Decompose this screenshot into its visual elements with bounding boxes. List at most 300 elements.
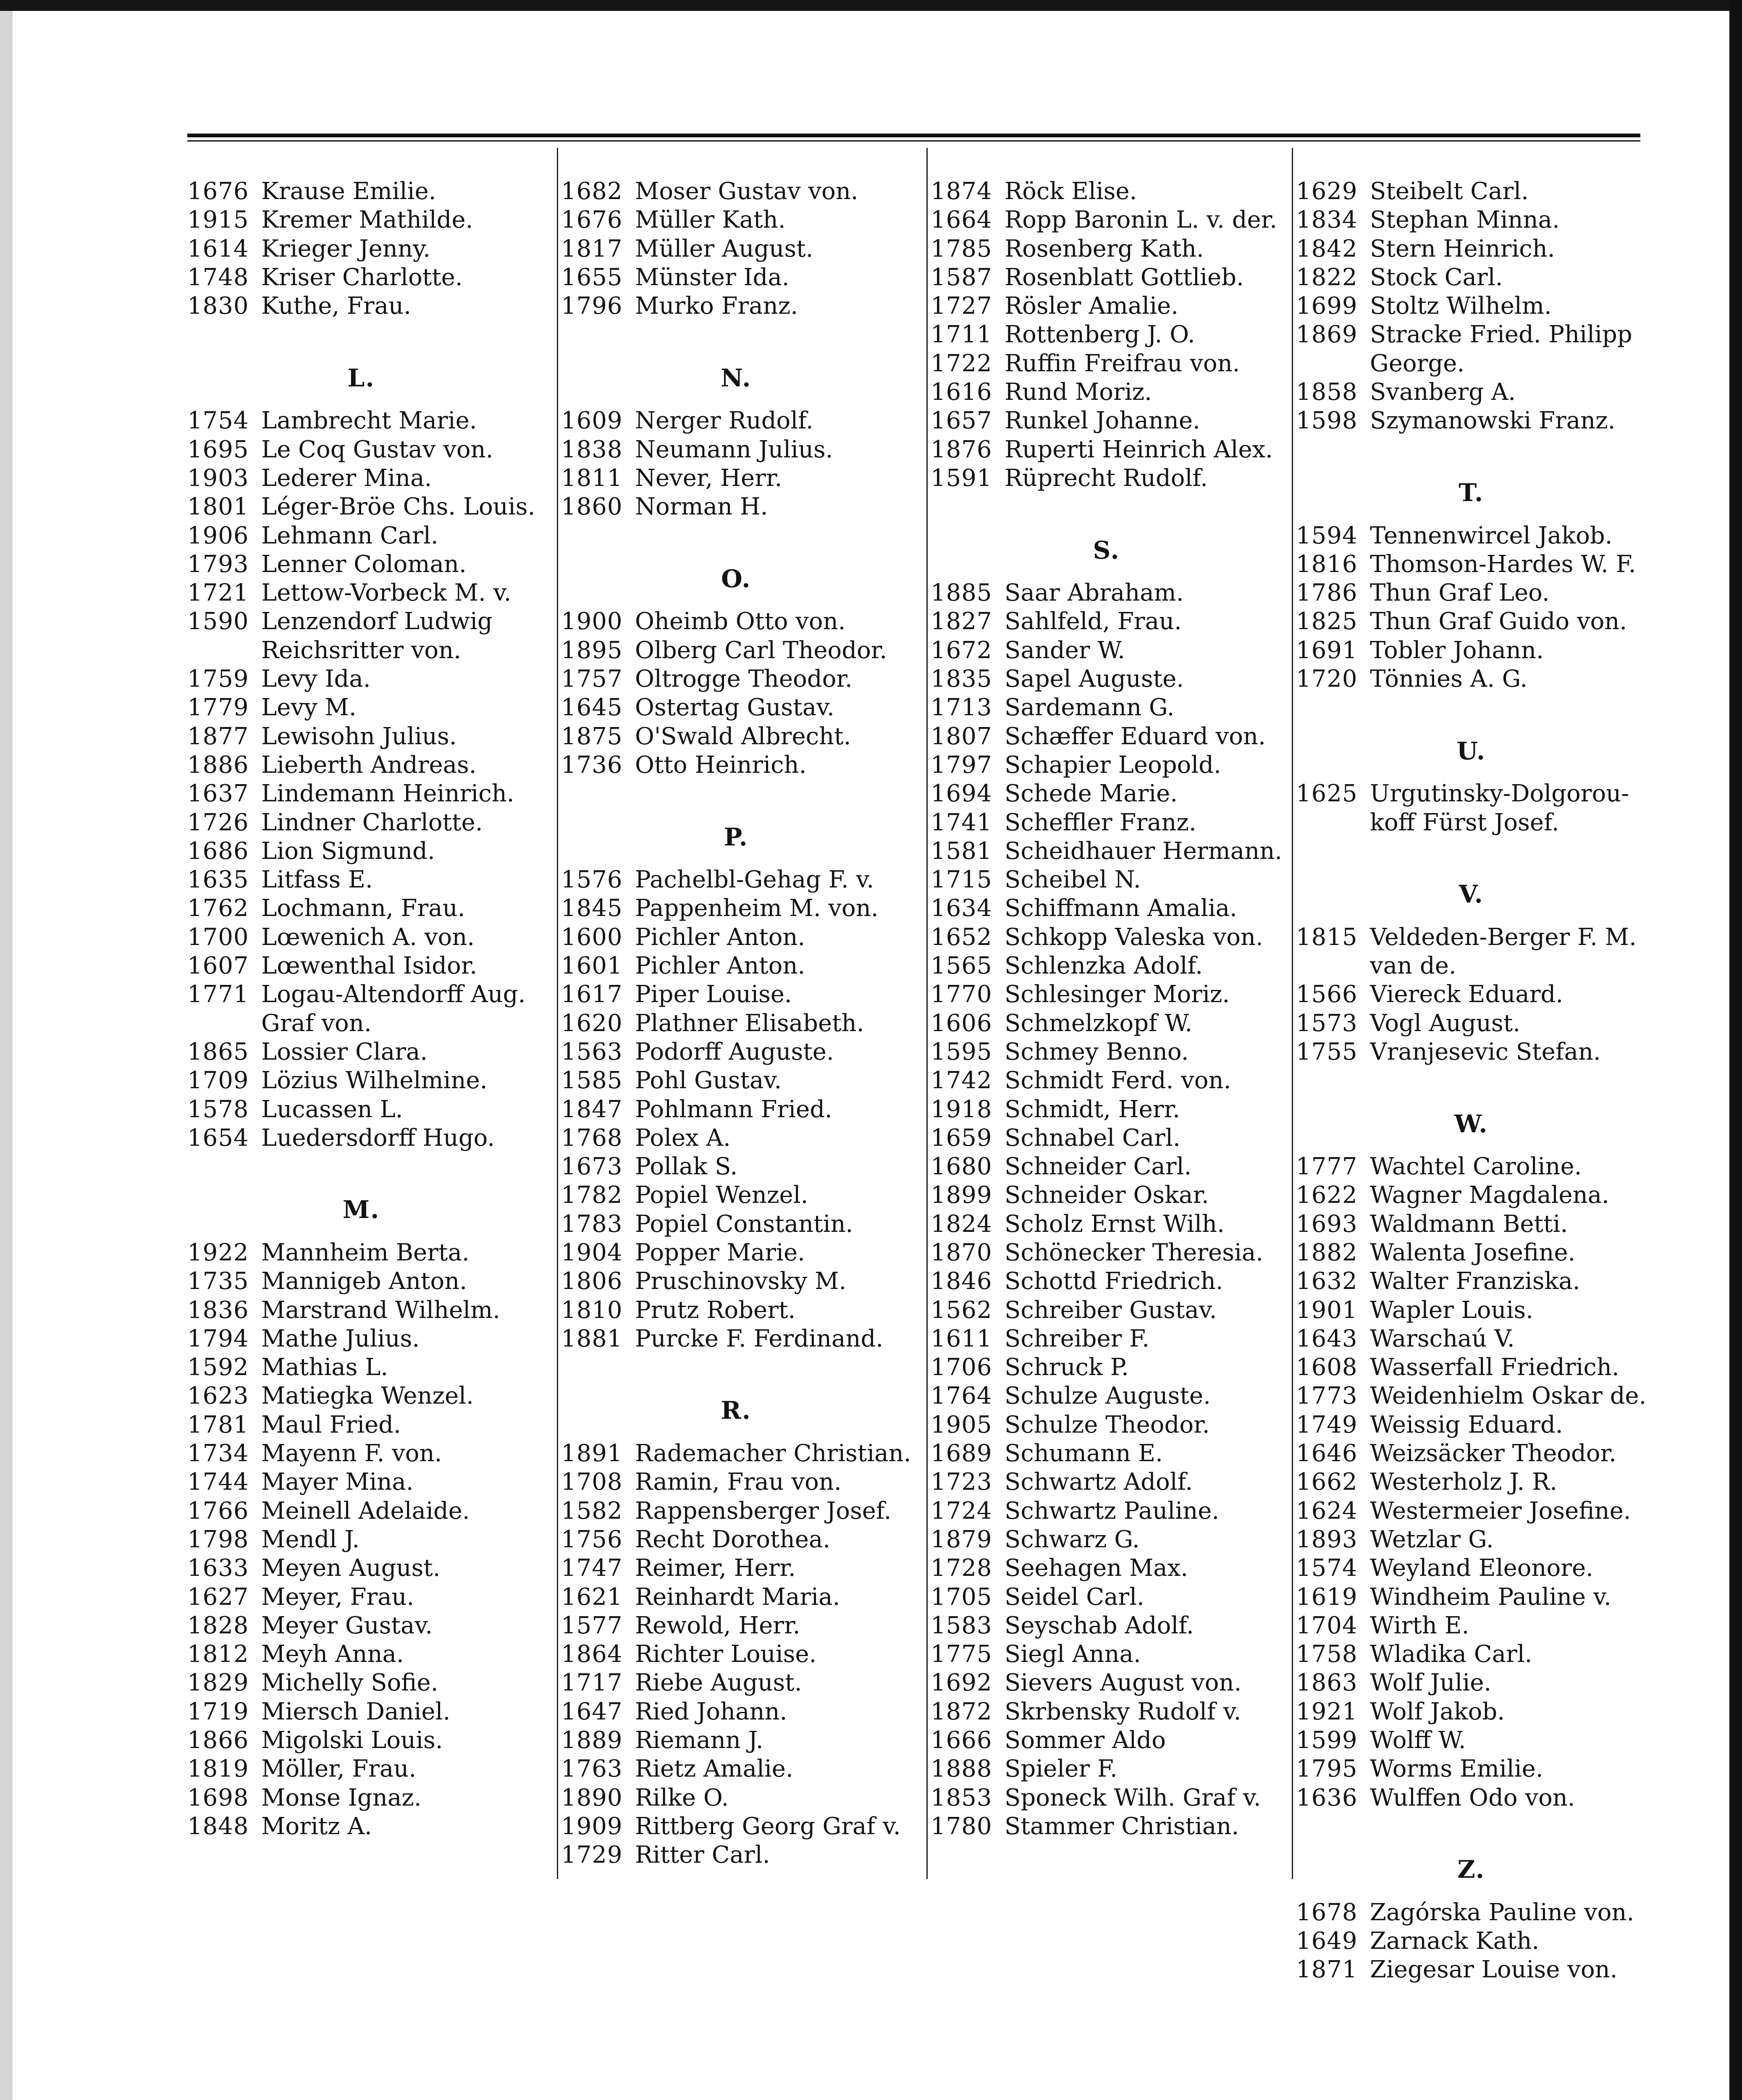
section-gap (931, 493, 1282, 521)
entry-number: 1600 (561, 923, 623, 951)
entry-name: Tobler Johann. (1370, 636, 1544, 664)
entry-name: Marstrand Wilhelm. (261, 1296, 501, 1324)
register-entry (931, 1411, 1282, 1439)
entry-name: Pachelbl-Gehag F. v. (635, 866, 874, 894)
register-entry (1296, 1210, 1646, 1239)
entry-name: Meyh Anna. (261, 1641, 404, 1668)
entry-number: 1869 (1296, 321, 1358, 349)
entry-name: Pohlmann Fried. (635, 1095, 832, 1123)
entry-name: Popiel Wenzel. (635, 1181, 808, 1209)
register-entry (1296, 1525, 1646, 1554)
register-entry (1296, 1181, 1646, 1210)
entry-name: Meinell Adelaide. (261, 1497, 470, 1525)
entry-number: 1700 (187, 923, 249, 951)
entry-number: 1918 (931, 1095, 992, 1123)
entry-name: Mathias L. (261, 1354, 388, 1381)
entry-name: Otto Heinrich. (635, 751, 807, 779)
entry-name: Litfass E. (261, 866, 373, 894)
entry-number: 1838 (561, 436, 623, 463)
entry-number: 1817 (561, 235, 623, 262)
entry-number: 1657 (931, 407, 992, 435)
entry-name: Scheffler Franz. (1005, 808, 1196, 836)
register-entry (931, 866, 1282, 894)
entry-name: Recht Dorothea. (635, 1525, 831, 1553)
entry-name: Stammer Christian. (1005, 1812, 1239, 1840)
entry-number: 1632 (1296, 1268, 1358, 1295)
register-entry (931, 235, 1282, 263)
entry-number: 1781 (187, 1411, 249, 1438)
entry-name: Murko Franz. (635, 292, 798, 320)
entry-number: 1682 (561, 178, 623, 205)
entry-number: 1915 (187, 206, 249, 234)
register-entry (187, 1468, 535, 1496)
register-entry (561, 894, 911, 923)
section-gap (561, 780, 911, 808)
entry-number: 1637 (187, 780, 249, 808)
register-entry (187, 263, 535, 292)
entry-number: 1829 (187, 1669, 249, 1697)
register-entry (561, 1784, 911, 1812)
register-entry (187, 693, 535, 722)
register-entry (561, 1124, 911, 1152)
entry-number: 1771 (187, 981, 249, 1008)
register-entry (931, 1181, 1282, 1210)
entry-number: 1655 (561, 263, 623, 291)
register-entry (1296, 1382, 1646, 1410)
entry-name: Schlenzka Adolf. (1005, 952, 1203, 980)
register-entry (931, 1152, 1282, 1181)
entry-number: 1870 (931, 1239, 992, 1266)
entry-number: 1754 (187, 407, 249, 435)
entry-number: 1664 (931, 206, 992, 234)
entry-name: Rietz Amalie. (635, 1755, 793, 1783)
register-entry (931, 1640, 1282, 1669)
entry-number: 1666 (931, 1727, 992, 1754)
entry-name: Mayer Mina. (261, 1468, 414, 1496)
entry-name: Levy Ida. (261, 665, 371, 693)
section-letter-heading: T. (1459, 478, 1484, 507)
entry-number: 1636 (1296, 1784, 1358, 1811)
section-letter-heading: Z. (1457, 1855, 1485, 1884)
register-entry (931, 1239, 1282, 1267)
entry-number: 1806 (561, 1268, 623, 1295)
entry-number: 1620 (561, 1009, 623, 1037)
register-entry (187, 1812, 535, 1841)
entry-name: Podorff Auguste. (635, 1038, 834, 1066)
entry-number: 1724 (931, 1497, 992, 1525)
entry-number: 1775 (931, 1641, 992, 1668)
register-entry (1296, 292, 1646, 320)
register-entry (1296, 923, 1646, 952)
entry-name: Olberg Carl Theodor. (635, 636, 887, 664)
entry-name-continuation: van de. (1370, 952, 1456, 980)
entry-number: 1770 (931, 981, 992, 1008)
register-entry (931, 636, 1282, 665)
entry-name: Polex A. (635, 1124, 731, 1152)
entry-number: 1797 (931, 751, 992, 779)
entry-name: Müller Kath. (635, 206, 786, 234)
entry-name: Popiel Constantin. (635, 1210, 853, 1238)
register-entry (931, 808, 1282, 837)
entry-number: 1693 (1296, 1210, 1358, 1238)
entry-name: Wirth E. (1370, 1612, 1469, 1639)
entry-name: Reinhardt Maria. (635, 1583, 840, 1611)
register-column-2 (561, 177, 911, 1870)
register-entry (1296, 1583, 1646, 1612)
register-entry (561, 1325, 911, 1353)
register-entry (1296, 1554, 1646, 1583)
register-entry (187, 1353, 535, 1382)
register-entry (187, 1698, 535, 1726)
register-entry (561, 1066, 911, 1095)
entry-name: Lion Sigmund. (261, 837, 435, 865)
entry-number: 1616 (931, 378, 992, 406)
register-entry (1296, 1784, 1646, 1812)
entry-name: Tönnies A. G. (1370, 665, 1528, 693)
register-entry (931, 751, 1282, 780)
entry-number: 1822 (1296, 263, 1358, 291)
entry-name: Weyland Eleonore. (1370, 1554, 1593, 1582)
entry-name: Lochmann, Frau. (261, 895, 465, 922)
entry-name: Möller, Frau. (261, 1755, 417, 1783)
entry-name: Pruschinovsky M. (635, 1268, 847, 1295)
section-letter-heading: U. (1456, 736, 1486, 765)
entry-name: Waldmann Betti. (1370, 1210, 1568, 1238)
entry-name: Schumann E. (1005, 1440, 1163, 1467)
entry-name: Reimer, Herr. (635, 1554, 796, 1582)
entry-name: Stock Carl. (1370, 263, 1503, 291)
register-entry (931, 923, 1282, 952)
register-entry (187, 1095, 535, 1124)
entry-number: 1895 (561, 636, 623, 664)
section-gap (187, 320, 535, 349)
register-entry (187, 751, 535, 780)
register-entry (1296, 579, 1646, 607)
scan-top-edge (0, 0, 1742, 11)
register-entry (931, 263, 1282, 292)
entry-name: Meyer Gustav. (261, 1612, 433, 1639)
entry-name: Riebe August. (635, 1669, 802, 1697)
entry-name: Wulffen Odo von. (1370, 1784, 1575, 1811)
section-letter-heading: P. (724, 822, 748, 851)
entry-number: 1807 (931, 722, 992, 750)
entry-name: Rund Moriz. (1005, 378, 1152, 406)
entry-name: Pollak S. (635, 1153, 738, 1181)
entry-number: 1646 (1296, 1440, 1358, 1467)
entry-number: 1795 (1296, 1755, 1358, 1783)
entry-name: Schruck P. (1005, 1354, 1129, 1381)
entry-number: 1762 (187, 895, 249, 922)
entry-name: Warschaú V. (1370, 1325, 1515, 1352)
entry-name: Ried Johann. (635, 1698, 787, 1725)
entry-number: 1768 (561, 1124, 623, 1152)
register-entry (1296, 1353, 1646, 1382)
register-entry (187, 464, 535, 493)
register-entry (187, 894, 535, 923)
entry-name: Miersch Daniel. (261, 1698, 451, 1725)
entry-name: Mannheim Berta. (261, 1239, 470, 1266)
entry-number: 1783 (561, 1210, 623, 1238)
register-entry (561, 1640, 911, 1669)
entry-name: Sander W. (1005, 636, 1125, 664)
register-entry (1296, 177, 1646, 206)
entry-name: Lindner Charlotte. (261, 808, 483, 836)
entry-name: Schiffmann Amalia. (1005, 895, 1237, 922)
entry-name: Mayenn F. von. (261, 1440, 442, 1467)
register-entry (931, 1612, 1282, 1640)
column-divider-3 (1292, 148, 1293, 1879)
entry-name: Schmidt, Herr. (1005, 1095, 1180, 1123)
register-entry (931, 1353, 1282, 1382)
register-entry (187, 1755, 535, 1783)
register-entry (931, 1468, 1282, 1496)
register-entry (561, 1038, 911, 1066)
register-entry (1296, 1038, 1646, 1066)
entry-number: 1779 (187, 694, 249, 722)
register-entry (1296, 1411, 1646, 1439)
register-entry (1296, 1640, 1646, 1669)
entry-name: Moritz A. (261, 1812, 372, 1840)
entry-name: Seyschab Adolf. (1005, 1612, 1194, 1639)
register-entry (561, 952, 911, 980)
entry-number: 1847 (561, 1095, 623, 1123)
register-entry (561, 292, 911, 320)
entry-number: 1608 (1296, 1354, 1358, 1381)
entry-number: 1830 (187, 292, 249, 320)
entry-name: Wasserfall Friedrich. (1370, 1354, 1619, 1381)
entry-number: 1717 (561, 1669, 623, 1697)
entry-name: Ruffin Freifrau von. (1005, 349, 1240, 377)
register-entry (1296, 522, 1646, 550)
entry-name: Sahlfeld, Frau. (1005, 608, 1182, 635)
entry-number: 1591 (931, 464, 992, 492)
section-letter-heading: R. (721, 1396, 751, 1425)
entry-number: 1563 (561, 1038, 623, 1066)
register-entry (931, 1009, 1282, 1038)
entry-number: 1578 (187, 1095, 249, 1123)
register-entry (931, 1784, 1282, 1812)
entry-number: 1601 (561, 952, 623, 980)
register-entry (1296, 1152, 1646, 1181)
entry-name: Léger-Bröe Chs. Louis. (261, 493, 535, 521)
section-gap (1296, 693, 1646, 722)
entry-name: Oheimb Otto von. (635, 608, 846, 635)
entry-number: 1853 (931, 1784, 992, 1811)
entry-number: 1662 (1296, 1468, 1358, 1496)
register-entry (187, 407, 535, 435)
register-entry (561, 1841, 911, 1869)
entry-number: 1736 (561, 751, 623, 779)
register-entry (187, 177, 535, 206)
register-entry (187, 1784, 535, 1812)
entry-number: 1860 (561, 493, 623, 521)
entry-number: 1904 (561, 1239, 623, 1266)
section-gap (187, 1152, 535, 1181)
entry-number: 1885 (931, 579, 992, 607)
entry-name: O'Swald Albrecht. (635, 722, 851, 750)
register-column-4 (1296, 177, 1646, 1984)
register-entry (561, 722, 911, 751)
register-entry (1296, 1755, 1646, 1783)
section-letter-heading: M. (342, 1195, 380, 1224)
entry-number: 1705 (931, 1583, 992, 1611)
register-entry (187, 780, 535, 808)
entry-name: Lœwenthal Isidor. (261, 952, 477, 980)
register-entry (561, 1095, 911, 1124)
register-entry (1296, 235, 1646, 263)
entry-name: Spieler F. (1005, 1755, 1118, 1783)
entry-name: Lieberth Andreas. (261, 751, 477, 779)
entry-name: Lederer Mina. (261, 464, 432, 492)
entry-number: 1711 (931, 321, 992, 349)
entry-number: 1879 (931, 1525, 992, 1553)
entry-name: Müller August. (635, 235, 813, 262)
register-entry (561, 751, 911, 780)
entry-number: 1815 (1296, 923, 1358, 951)
register-entry (931, 1439, 1282, 1468)
entry-name: Schede Marie. (1005, 780, 1178, 808)
entry-number: 1680 (931, 1153, 992, 1181)
entry-name: Norman H. (635, 493, 768, 521)
entry-name: Westerholz J. R. (1370, 1468, 1557, 1496)
entry-number: 1747 (561, 1554, 623, 1582)
entry-name: Schlesinger Moriz. (1005, 981, 1230, 1008)
entry-name: Schottd Friedrich. (1005, 1268, 1223, 1295)
register-entry (931, 1066, 1282, 1095)
register-entry (1296, 607, 1646, 636)
entry-number: 1715 (931, 866, 992, 894)
entry-name: Walenta Josefine. (1370, 1239, 1576, 1266)
entry-name: Worms Emilie. (1370, 1755, 1543, 1783)
register-entry (187, 837, 535, 866)
entry-number: 1581 (931, 837, 992, 865)
entry-number: 1704 (1296, 1612, 1358, 1639)
entry-number: 1672 (931, 636, 992, 664)
entry-name: Schmidt Ferd. von. (1005, 1067, 1231, 1095)
entry-name: Viereck Eduard. (1370, 981, 1564, 1008)
entry-number: 1748 (187, 263, 249, 291)
register-entry (1296, 1468, 1646, 1496)
entry-number: 1728 (931, 1554, 992, 1582)
register-entry (187, 722, 535, 751)
entry-name: Rilke O. (635, 1784, 729, 1811)
register-entry (561, 980, 911, 1009)
register-entry (931, 1124, 1282, 1152)
entry-name: Kuthe, Frau. (261, 292, 411, 320)
entry-number: 1863 (1296, 1669, 1358, 1697)
register-entry (187, 1525, 535, 1554)
entry-number: 1695 (187, 436, 249, 463)
entry-name: Lambrecht Marie. (261, 407, 477, 435)
entry-number: 1562 (931, 1296, 992, 1324)
register-entry (187, 1583, 535, 1612)
entry-number: 1708 (561, 1468, 623, 1496)
entry-number: 1834 (1296, 206, 1358, 234)
entry-name: Ruperti Heinrich Alex. (1005, 436, 1273, 463)
entry-number: 1886 (187, 751, 249, 779)
entry-number: 1865 (187, 1038, 249, 1066)
entry-number: 1846 (931, 1268, 992, 1295)
entry-name: Rösler Amalie. (1005, 292, 1178, 320)
register-entry (187, 1038, 535, 1066)
entry-name: Schmelzkopf W. (1005, 1009, 1193, 1037)
register-entry (931, 292, 1282, 320)
entry-name: Nerger Rudolf. (635, 407, 813, 435)
entry-name: Plathner Elisabeth. (635, 1009, 864, 1037)
entry-number: 1734 (187, 1440, 249, 1467)
register-entry (931, 1525, 1282, 1554)
register-entry (561, 1612, 911, 1640)
register-entry (561, 436, 911, 464)
register-entry (931, 378, 1282, 407)
entry-number: 1577 (561, 1612, 623, 1639)
register-entry (187, 1267, 535, 1296)
entry-number: 1828 (187, 1612, 249, 1639)
entry-name: Skrbensky Rudolf v. (1005, 1698, 1241, 1725)
register-entry (931, 1812, 1282, 1841)
entry-number: 1848 (187, 1812, 249, 1840)
entry-number: 1599 (1296, 1727, 1358, 1754)
entry-number: 1598 (1296, 407, 1358, 435)
entry-name: Rademacher Christian. (635, 1440, 911, 1467)
section-letter-heading: V. (1459, 880, 1484, 909)
entry-name: Levy M. (261, 694, 357, 722)
entry-number: 1785 (931, 235, 992, 262)
entry-number: 1611 (931, 1325, 992, 1352)
entry-number: 1633 (187, 1554, 249, 1582)
entry-name: Seehagen Max. (1005, 1554, 1188, 1582)
entry-name: Schwartz Pauline. (1005, 1497, 1220, 1525)
register-entry (1296, 1239, 1646, 1267)
entry-name: Ostertag Gustav. (635, 694, 834, 722)
entry-number: 1709 (187, 1067, 249, 1095)
register-entry (561, 1698, 911, 1726)
entry-number: 1565 (931, 952, 992, 980)
entry-number: 1891 (561, 1440, 623, 1467)
entry-number: 1722 (931, 349, 992, 377)
entry-name: Schneider Oskar. (1005, 1181, 1209, 1209)
entry-number: 1726 (187, 808, 249, 836)
entry-number: 1921 (1296, 1698, 1358, 1725)
entry-name: Schapier Leopold. (1005, 751, 1221, 779)
register-entry (187, 1497, 535, 1525)
register-entry (1296, 780, 1646, 808)
entry-name: Luedersdorff Hugo. (261, 1124, 495, 1152)
register-entry (187, 1124, 535, 1152)
register-entry (187, 292, 535, 320)
register-entry (931, 320, 1282, 349)
register-entry (1296, 1898, 1646, 1927)
entry-name: Weizsäcker Theodor. (1370, 1440, 1616, 1467)
entry-name: Schwartz Adolf. (1005, 1468, 1193, 1496)
entry-number: 1619 (1296, 1583, 1358, 1611)
register-entry (187, 206, 535, 234)
register-entry (1296, 407, 1646, 435)
entry-number: 1872 (931, 1698, 992, 1725)
register-entry (1296, 378, 1646, 407)
entry-number: 1673 (561, 1153, 623, 1181)
entry-name: Schmey Benno. (1005, 1038, 1189, 1066)
entry-number: 1866 (187, 1727, 249, 1754)
entry-number: 1903 (187, 464, 249, 492)
register-entry (931, 579, 1282, 607)
entry-number: 1875 (561, 722, 623, 750)
section-gap (1296, 1066, 1646, 1095)
entry-number: 1877 (187, 722, 249, 750)
register-entry (561, 1669, 911, 1697)
entry-name: Oltrogge Theodor. (635, 665, 853, 693)
entry-name: Le Coq Gustav von. (261, 436, 493, 463)
